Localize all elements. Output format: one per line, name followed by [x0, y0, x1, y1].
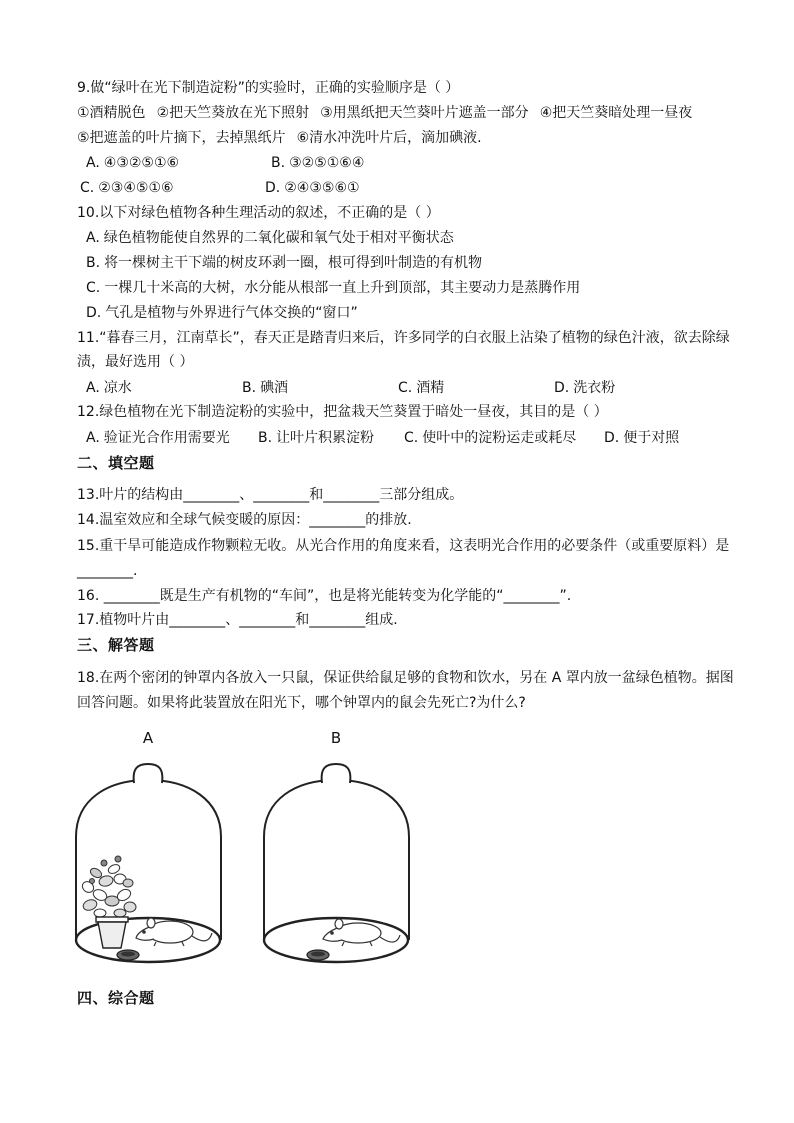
figure-label-a: A — [142, 729, 154, 747]
q9-step-5: ⑤把遮盖的叶片摘下，去掉黑纸片 — [77, 130, 286, 146]
option-label: D. — [265, 180, 281, 196]
q14-text: 14.温室效应和全球气候变暖的原因：________的排放. — [77, 512, 412, 528]
option-label: C. — [404, 430, 419, 446]
q12-option-c — [404, 428, 576, 448]
option-text: 将一棵树主干下端的树皮环剥一圈，根可得到叶制造的有机物 — [104, 255, 483, 271]
option-label: C. — [80, 180, 95, 196]
q9-step-4: ④把天竺葵暗处理一昼夜 — [539, 105, 693, 121]
option-label: D. — [604, 430, 620, 446]
q10-option-c — [86, 278, 580, 298]
option-label: D. — [554, 380, 570, 396]
option-text: 便于对照 — [623, 430, 680, 446]
q12-option-a — [86, 428, 230, 448]
q9-option-b — [271, 153, 364, 173]
option-label: C. — [86, 280, 101, 296]
option-label: D. — [86, 305, 102, 321]
q15-line-2: ________. — [77, 563, 138, 579]
q10-stem: 10.以下对绿色植物各种生理活动的叙述，不正确的是（ ） — [77, 205, 440, 221]
section-4-title: 四、综合题 — [77, 989, 155, 1007]
option-text: 一棵几十米高的大树，水分能从根部一直上升到顶部，其主要动力是蒸腾作用 — [104, 280, 581, 296]
q18-line-2: 回答问题。如果将此装置放在阳光下，哪个钟罩内的鼠会先死亡?为什么? — [77, 695, 526, 711]
option-text: 凉水 — [103, 380, 132, 396]
q9-step-6: ⑥清水冲洗叶片后，滴加碘液. — [296, 130, 482, 146]
figure-label-b: B — [330, 729, 342, 747]
q9-option-a — [86, 153, 179, 173]
q9-step-3: ③用黑纸把天竺葵叶片遮盖一部分 — [320, 105, 529, 121]
option-label: A. — [86, 155, 100, 171]
q18-line-1: 18.在两个密闭的钟罩内各放入一只鼠，保证供给鼠足够的食物和饮水，另在 A 罩内放一盆绿色植物。据图 — [77, 670, 734, 686]
option-label: A. — [86, 230, 100, 246]
q10-option-b — [86, 253, 482, 273]
q10-option-d — [86, 303, 358, 323]
section-3-title: 三、解答题 — [77, 636, 155, 654]
q11-stem-line-1: 11.“暮春三月，江南草长”，春天正是踏青归来后，许多同学的白衣服上沾染了植物的绿色汁液，欲去除绿 — [77, 330, 730, 346]
q9-step-2: ②把天竺葵放在光下照射 — [156, 105, 310, 121]
option-label: B. — [258, 430, 273, 446]
option-text: ②③④⑤①⑥ — [98, 180, 174, 196]
q9-option-d — [265, 178, 360, 198]
q9-stem: 9.做“绿叶在光下制造淀粉”的实验时，正确的实验顺序是（ ） — [77, 80, 460, 96]
option-text: 气孔是植物与外界进行气体交换的“窗口” — [105, 305, 358, 321]
food-dish-a-icon — [117, 950, 139, 960]
option-text: 绿色植物能使自然界的二氧化碳和氧气处于相对平衡状态 — [103, 230, 454, 246]
option-label: B. — [242, 380, 257, 396]
q12-option-b — [258, 428, 374, 448]
option-text: 酒精 — [416, 380, 445, 396]
option-text: 洗衣粉 — [573, 380, 616, 396]
q11-option-a — [86, 378, 132, 398]
q9-step-1: ①酒精脱色 — [77, 105, 146, 121]
q9-steps-row-2 — [77, 128, 493, 148]
option-label: B. — [86, 255, 101, 271]
option-text: 碘酒 — [260, 380, 289, 396]
option-label: A. — [86, 380, 100, 396]
q13-text: 13.叶片的结构由________、________和________三部分组成。 — [77, 487, 464, 503]
bell-jar-figure — [60, 755, 430, 975]
q11-stem-line-2: 渍，最好选用（ ） — [77, 354, 194, 370]
section-2-title: 二、填空题 — [77, 454, 155, 472]
option-text: 验证光合作用需要光 — [103, 430, 230, 446]
q12-option-d — [604, 428, 679, 448]
q11-option-d — [554, 378, 615, 398]
q9-steps-row-1 — [77, 103, 703, 123]
option-text: ③②⑤①⑥④ — [289, 155, 365, 171]
q15-line-1: 15.重干旱可能造成作物颗粒无收。从光合作用的角度来看，这表明光合作用的必要条件（或重要原料）是 — [77, 538, 730, 554]
q11-option-b — [242, 378, 288, 398]
option-text: ②④③⑤⑥① — [284, 180, 360, 196]
option-label: B. — [271, 155, 286, 171]
q11-option-c — [398, 378, 444, 398]
option-text: 让叶片积累淀粉 — [276, 430, 375, 446]
q9-option-c — [80, 178, 174, 198]
q16-text: 16. ________既是生产有机物的“车间”，也是将光能转变为化学能的“________”. — [77, 588, 572, 604]
option-label: A. — [86, 430, 100, 446]
q17-text: 17.植物叶片由________、________和________组成. — [77, 612, 398, 628]
option-label: C. — [398, 380, 413, 396]
food-dish-b-icon — [307, 950, 329, 960]
option-text: ④③②⑤①⑥ — [103, 155, 180, 171]
q12-stem: 12.绿色植物在光下制造淀粉的实验中，把盆栽天竺葵置于暗处一昼夜，其目的是（ ） — [77, 404, 608, 420]
option-text: 使叶中的淀粉运走或耗尽 — [422, 430, 577, 446]
q10-option-a — [86, 228, 454, 248]
